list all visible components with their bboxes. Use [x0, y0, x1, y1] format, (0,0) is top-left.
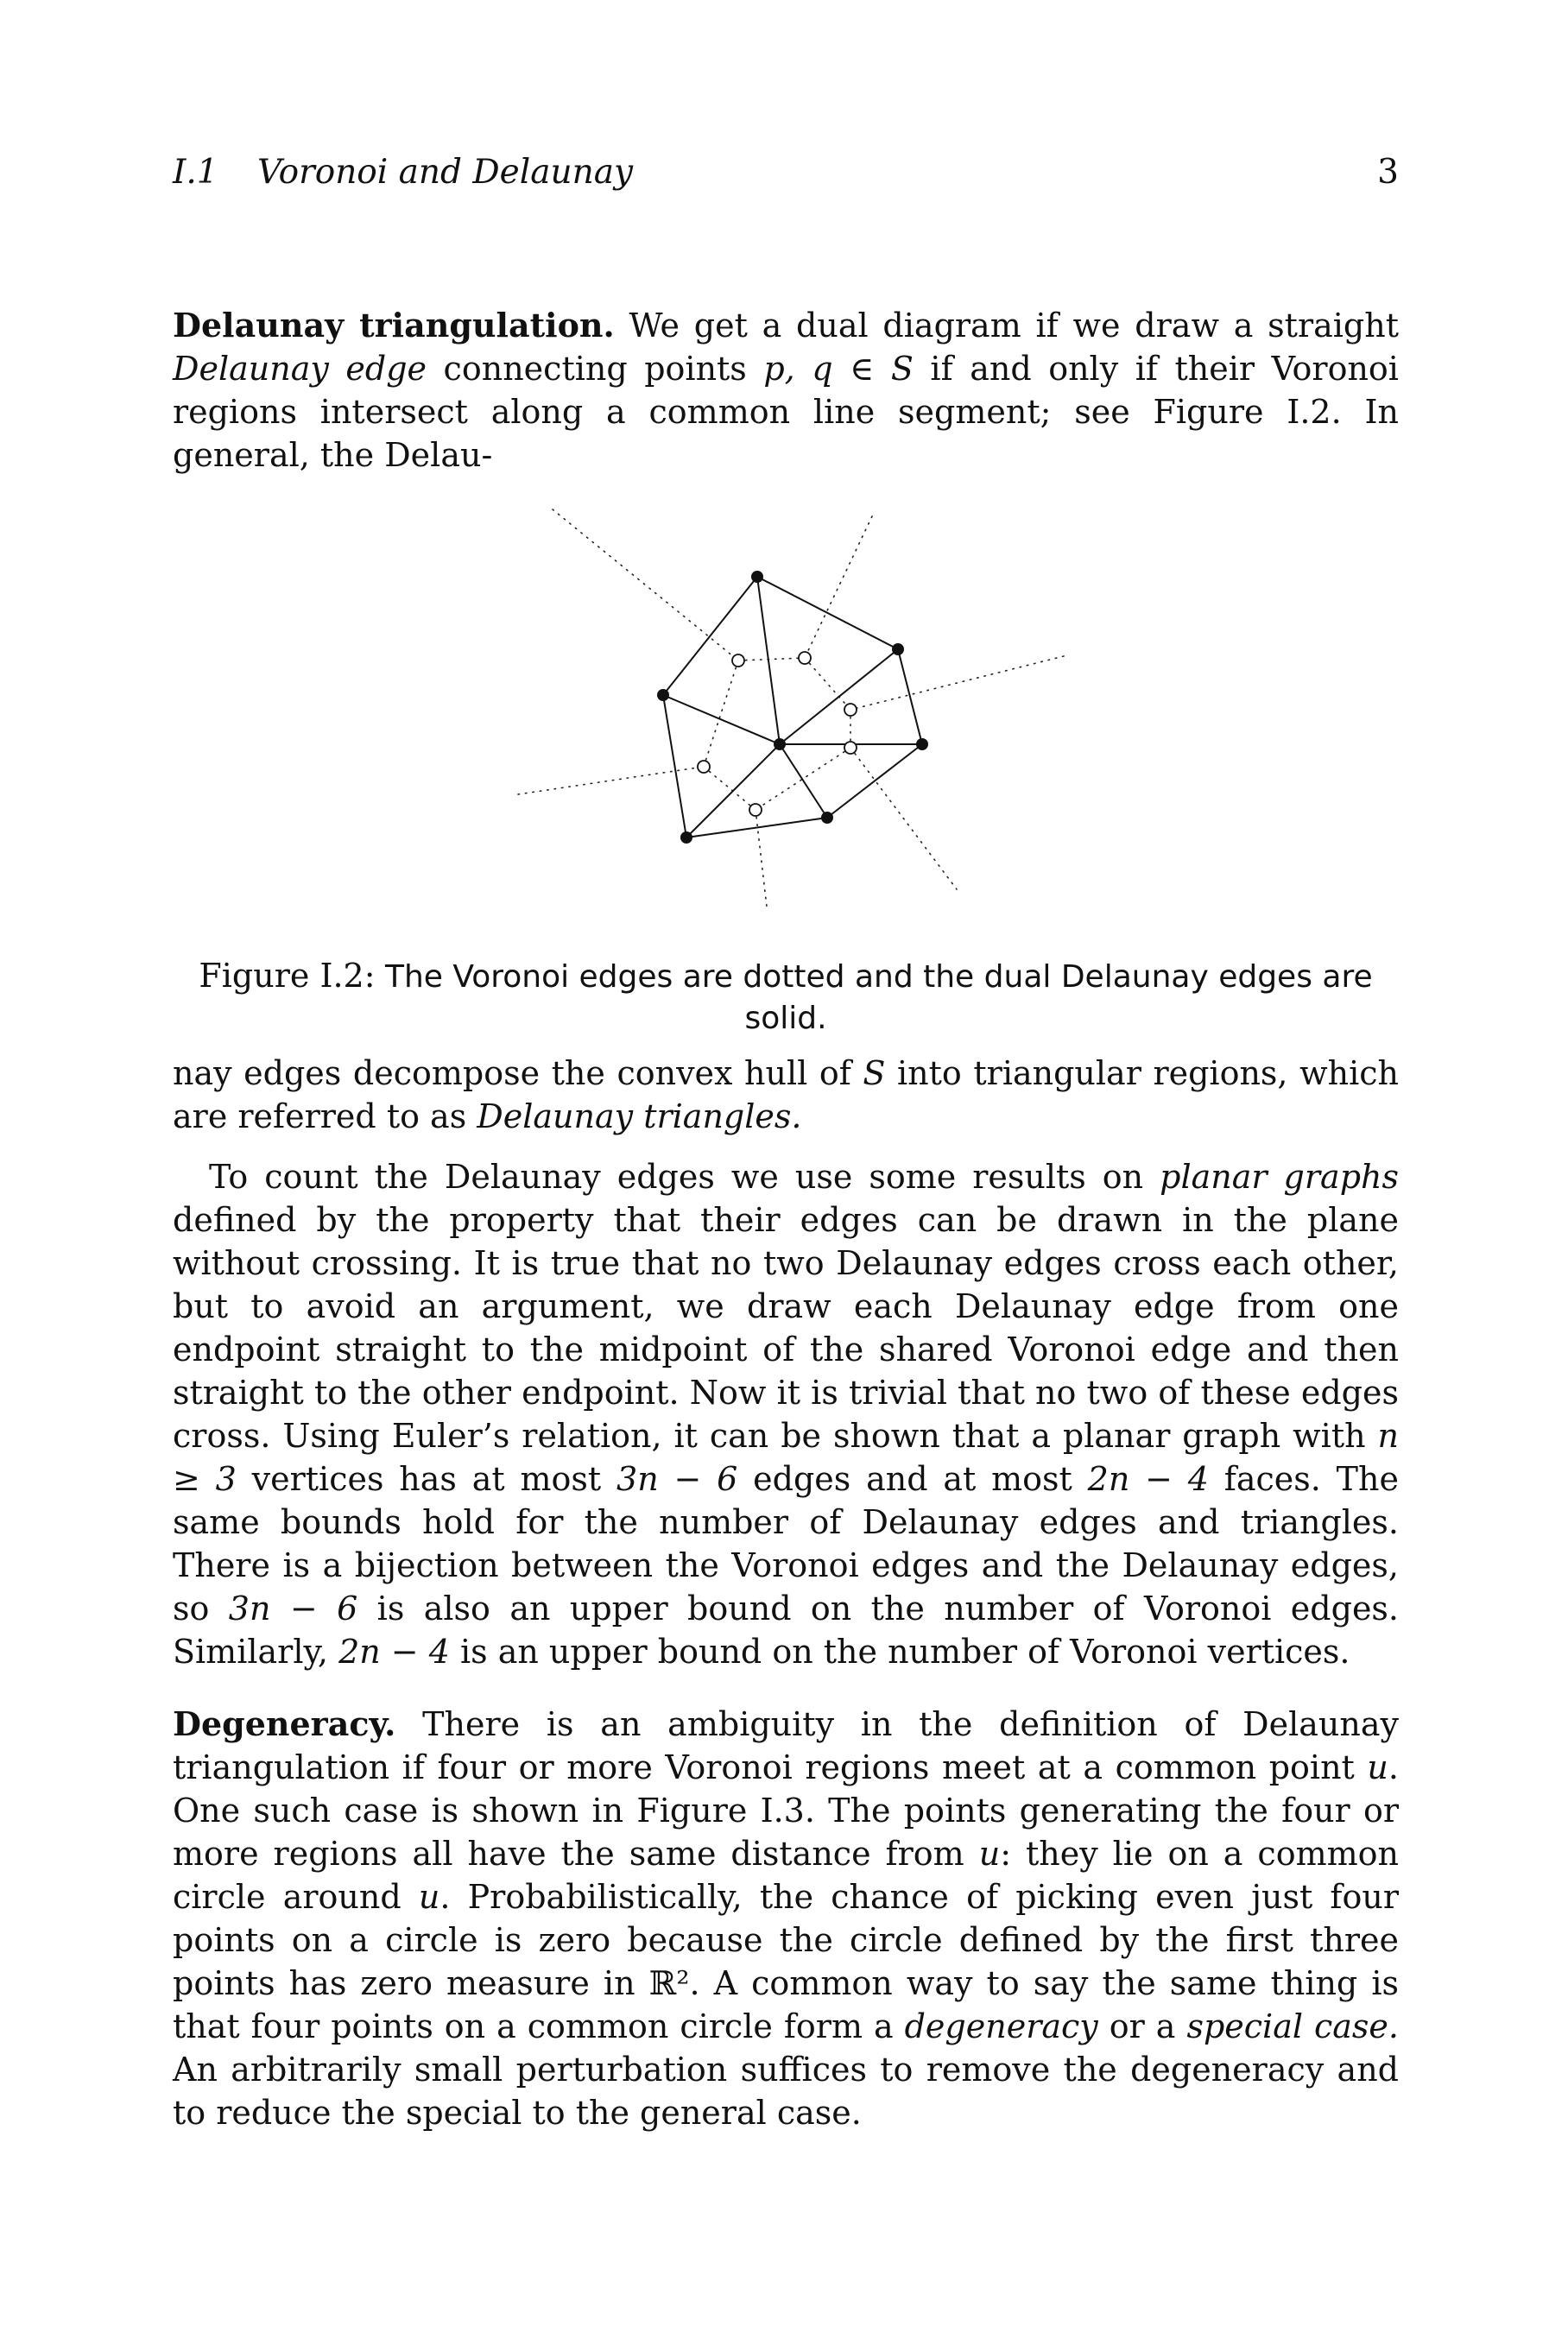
delaunay-site: [821, 812, 833, 824]
math: p, q ∈ S: [763, 350, 914, 388]
text: nay edges decompose the convex hull of: [173, 1054, 863, 1092]
paragraph-continuation: [173, 1052, 1399, 1673]
math: u: [978, 1835, 1001, 1873]
voronoi-edge: [738, 658, 805, 661]
voronoi-edge: [704, 767, 756, 810]
delaunay-edge: [827, 744, 922, 818]
text: is also an upper bound on the number of Voronoi edges. Similarly,: [173, 1590, 1400, 1671]
text: is an upper bound on the number of Voronoi vertices.: [449, 1633, 1350, 1671]
math: S: [863, 1054, 886, 1092]
italic-term: Delaunay edge: [173, 350, 427, 388]
delaunay-edge: [686, 744, 780, 837]
paragraph-degeneracy: [173, 1703, 1399, 2134]
voronoi-delaunay-figure: [0, 0, 1568, 950]
voronoi-vertex: [732, 654, 744, 667]
text: faces. The same bounds hold for the number of Delaunay edges and triangles. There is a bijection between the Voronoi edges and the Delaunay edges, so: [173, 1460, 1399, 1628]
math: n ≥ 3: [173, 1417, 1399, 1498]
math: 2n − 4: [338, 1633, 450, 1671]
text: We get a dual diagram if we draw a straight: [614, 307, 1399, 344]
text: into triangular regions, which are referred to as: [173, 1054, 1399, 1135]
italic-term: special case.: [1186, 2007, 1399, 2045]
voronoi-vertex: [749, 804, 762, 816]
delaunay-edge: [686, 818, 827, 837]
figure-label: Figure I.2:: [199, 957, 376, 995]
math: 2n − 4: [1087, 1460, 1209, 1498]
text: : they lie on a common circle around: [173, 1835, 1400, 1916]
voronoi-edge: [756, 810, 767, 907]
delaunay-edge: [663, 577, 757, 695]
delaunay-site: [657, 689, 669, 701]
text: . One such case is shown in Figure I.3. The points generating the four or more regions all have the same distance from: [173, 1748, 1399, 1873]
voronoi-edge: [850, 656, 1064, 710]
section-title: Voronoi and Delaunay: [257, 153, 633, 192]
italic-term: degeneracy: [904, 2007, 1098, 2045]
voronoi-edge: [850, 748, 957, 889]
voronoi-vertex: [844, 704, 857, 716]
delaunay-edge: [757, 577, 898, 649]
italic-term: Delaunay triangles.: [477, 1097, 802, 1135]
text: . Probabilistically, the chance of picking even just four points on a circle is zero because the circle defined by the first three points has zero measure in: [173, 1878, 1399, 2002]
math: u: [418, 1878, 440, 1916]
text: An arbitrarily small perturbation suffices to remove the degeneracy and to reduce the special to the general case.: [173, 2051, 1399, 2132]
voronoi-edge: [805, 658, 850, 710]
text: defined by the property that their edges can be drawn in the plane without crossing. It is true that no two Delaunay edges cross each other, but to avoid an argument, we draw each Delaunay edge from one endpoint straight to the midpoint of the shared Voronoi edge and then straight to the other endpoint. Now it is trivial that no two of these edges cross. Using Euler’s relation, it can be shown that a planar graph with: [173, 1201, 1399, 1455]
math: u: [1367, 1748, 1388, 1786]
voronoi-vertex: [698, 761, 710, 773]
text: or a: [1097, 2007, 1187, 2045]
voronoi-edge: [805, 516, 872, 658]
delaunay-site: [751, 571, 763, 583]
caption-text: The Voronoi edges are dotted and the dual Delaunay edges are solid.: [375, 959, 1373, 1036]
paragraph-heading: Delaunay triangulation.: [173, 306, 615, 344]
voronoi-vertex: [799, 652, 811, 664]
math: 3n − 6: [228, 1590, 358, 1628]
paragraph-counting-edges: [173, 1155, 1399, 1673]
section-number: I.1: [173, 153, 218, 192]
math: ℝ²: [648, 1964, 690, 2002]
italic-term: planar graphs: [1160, 1158, 1399, 1196]
delaunay-edge: [663, 695, 686, 837]
text: To count the Delaunay edges we use some results on: [209, 1158, 1160, 1196]
text: There is an ambiguity in the definition of Delaunay triangulation if four or more Voronoi regions meet at a common point: [173, 1705, 1399, 1786]
paragraph-heading: Degeneracy.: [173, 1704, 396, 1743]
delaunay-edge: [663, 695, 780, 744]
text: . A common way to say the same thing is that four points on a common circle form a: [173, 1964, 1399, 2045]
text: vertices has at most: [236, 1460, 617, 1498]
page-number: 3: [1377, 153, 1399, 192]
delaunay-site: [892, 643, 904, 655]
delaunay-edge: [757, 577, 780, 744]
voronoi-vertex: [844, 742, 857, 754]
text: connecting points: [427, 350, 764, 388]
delaunay-site: [774, 738, 786, 750]
text: if and only if their Voronoi regions intersect along a common line segment; see Figure I.2. In general, the Delau-: [173, 350, 1399, 474]
figure-caption: [173, 955, 1399, 1040]
delaunay-site: [680, 831, 692, 844]
delaunay-edge: [898, 649, 922, 744]
delaunay-site: [916, 738, 928, 750]
delaunay-edge: [780, 744, 827, 818]
delaunay-edge: [780, 649, 898, 744]
math: 3n − 6: [616, 1460, 738, 1498]
voronoi-edge: [553, 509, 738, 661]
text: edges and at most: [737, 1460, 1088, 1498]
